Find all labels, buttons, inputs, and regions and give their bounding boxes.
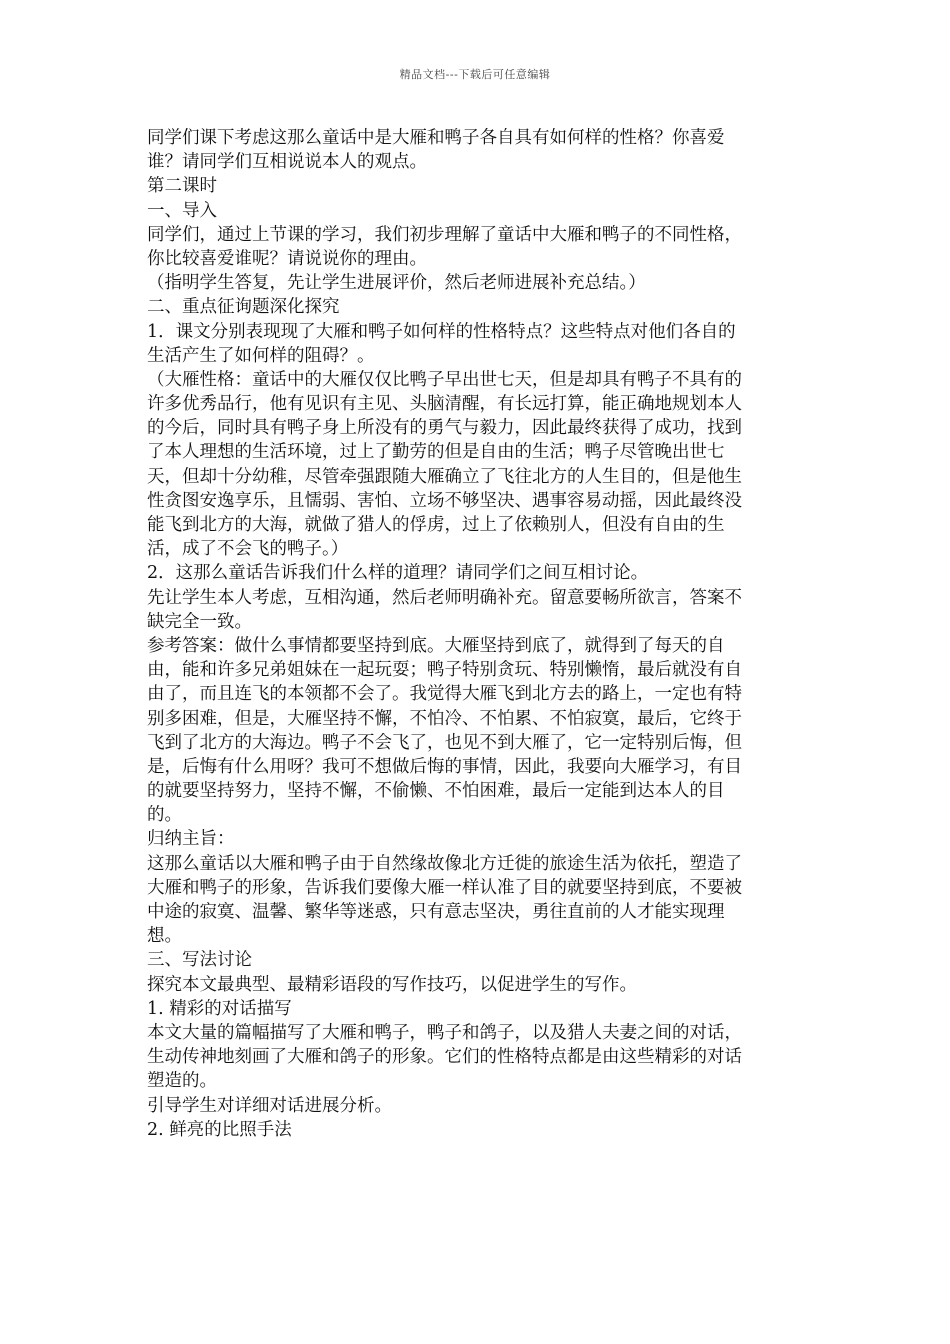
text-line: 由，能和许多兄弟姐妹在一起玩耍；鸭子特别贪玩、特别懒惰，最后就没有自: [147, 660, 742, 681]
text-line: 引导学生对详细对话进展分析。: [147, 1095, 392, 1116]
text-line: 生活产生了如何样的阻碍？。: [147, 345, 375, 366]
section-heading: 第二课时: [147, 176, 217, 197]
text-line: 的今后，同时具有鸭子身上所没有的勇气与毅力，因此最终获得了成功，找到: [147, 418, 742, 439]
section-heading: 归纳主旨：: [147, 829, 235, 850]
section-heading: 三、写法讨论: [147, 950, 252, 971]
text-line: 塑造的。: [147, 1071, 217, 1092]
text-line: 本文大量的篇幅描写了大雁和鸭子，鸭子和鸽子，以及猎人夫妻之间的对话，: [147, 1022, 742, 1043]
text-line: 你比较喜爱谁呢？请说说你的理由。: [147, 248, 427, 269]
text-line: 飞到了北方的大海边。鸭子不会飞了，也见不到大雁了，它一定特别后悔，但: [147, 732, 742, 753]
text-line: 参考答案：做什么事情都要坚持到底。大雁坚持到底了，就得到了每天的自: [147, 635, 725, 656]
section-heading: 2. 鲜亮的比照手法: [147, 1119, 292, 1140]
document-body: [147, 126, 807, 1142]
text-line: 中途的寂寞、温馨、繁华等迷惑，只有意志坚决，勇往直前的人才能实现理: [147, 902, 725, 922]
text-line: 谁？请同学们互相说说本人的观点。: [147, 152, 427, 173]
text-line: 别多困难，但是，大雁坚持不懈，不怕冷、不怕累、不怕寂寞，最后，它终于: [147, 708, 742, 729]
section-heading: 一、导入: [147, 200, 217, 221]
text-line: 的就要坚持努力，坚持不懈，不偷懒、不怕困难，最后一定能到达本人的目: [147, 781, 725, 802]
text-line: 缺完全一致。: [147, 611, 252, 632]
text-line: 2．这那么童话告诉我们什么样的道理？请同学们之间互相讨论。: [147, 563, 649, 584]
text-line: 同学们课下考虑这那么童话中是大雁和鸭子各自具有如何样的性格？你喜爱: [147, 128, 725, 148]
text-line: 同学们，通过上节课的学习，我们初步理解了童话中大雁和鸭子的不同性格，: [147, 224, 742, 245]
text-line: 探究本文最典型、最精彩语段的写作技巧，以促进学生的写作。: [147, 974, 637, 995]
text-line: 由了，而且连飞的本领都不会了。我觉得大雁飞到北方去的路上，一定也有特: [147, 684, 742, 705]
text-line: 许多优秀品行，他有见识有主见、头脑清醒，有长远打算，能正确地规划本人: [147, 394, 742, 415]
section-heading: 1. 精彩的对话描写: [147, 998, 292, 1019]
section-heading: 二、重点征询题深化探究: [147, 297, 340, 318]
text-line: 天，但却十分幼稚，尽管牵强跟随大雁确立了飞往北方的人生目的，但是他生: [147, 466, 742, 487]
text-line: 大雁和鸭子的形象，告诉我们要像大雁一样认准了目的就要坚持到底，不要被: [147, 877, 742, 898]
text-line: 活，成了不会飞的鸭子。）: [147, 539, 349, 560]
text-line: 先让学生本人考虑，互相沟通，然后老师明确补充。留意要畅所欲言，答案不: [147, 587, 742, 608]
text-line: 的。: [147, 805, 182, 826]
text-line: 生动传神地刻画了大雁和鸽子的形象。它们的性格特点都是由这些精彩的对话: [147, 1047, 742, 1068]
text-line: 性贪图安逸享乐，且懦弱、害怕、立场不够坚决、遇事容易动摇，因此最终没: [147, 490, 742, 511]
page-header: 精品文档---下载后可任意编辑: [399, 68, 551, 81]
text-line: 想。: [147, 926, 182, 947]
text-line: （大雁性格：童话中的大雁仅仅比鸭子早出世七天，但是却具有鸭子不具有的: [147, 369, 742, 390]
text-line: 1．课文分别表现现了大雁和鸭子如何样的性格特点？这些特点对他们各自的: [147, 321, 736, 342]
text-line: 是，后悔有什么用呀？我可不想做后悔的事情，因此，我要向大雁学习，有目: [147, 756, 742, 777]
text-line: 了本人理想的生活环境，过上了勤劳的但是自由的生活；鸭子尽管晚出世七: [147, 442, 725, 463]
text-line: 能飞到北方的大海，就做了猎人的俘虏，过上了依赖别人，但没有自由的生: [147, 515, 725, 535]
text-line: 这那么童话以大雁和鸭子由于自然缘故像北方迁徙的旅途生活为依托，塑造了: [147, 853, 742, 874]
text-line: （指明学生答复，先让学生进展评价，然后老师进展补充总结。）: [147, 273, 646, 294]
